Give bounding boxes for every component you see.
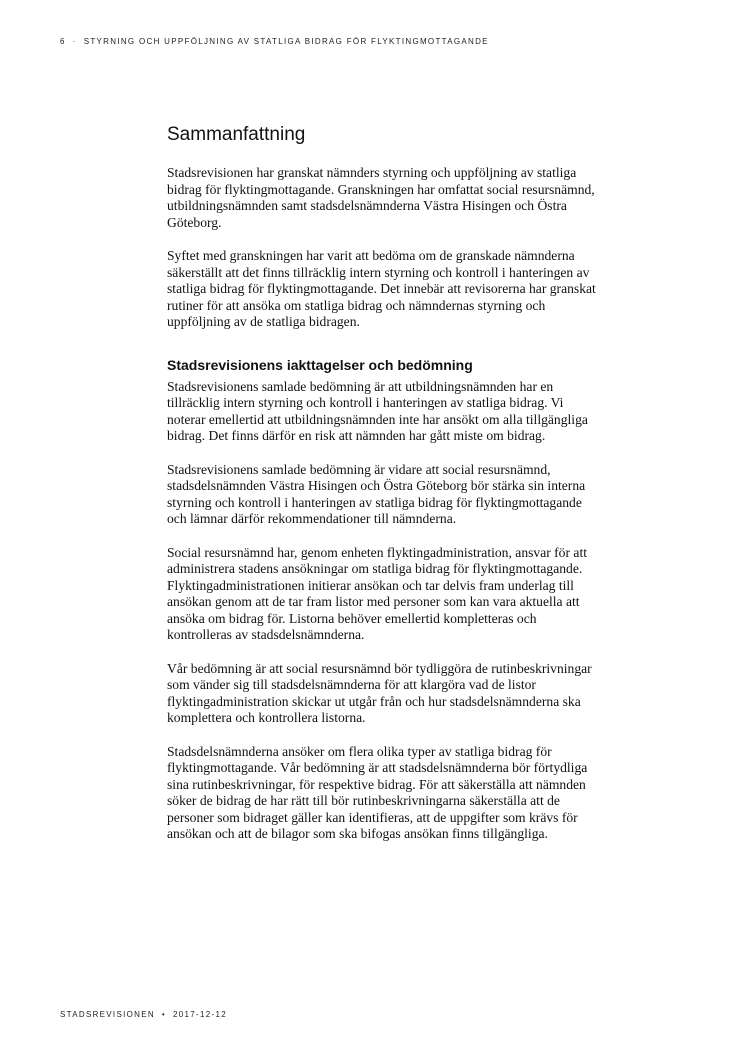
running-header xyxy=(60,37,489,46)
footer-dot: • xyxy=(161,1010,167,1019)
document-title: STYRNING OCH UPPFÖLJNING AV STATLIGA BIDRAG FÖR FLYKTINGMOTTAGANDE xyxy=(83,37,489,46)
intro-paragraph: Stadsrevisionen har granskat nämnders styrning och uppföljning av statliga bidrag för flyktingmottagande. Granskningen har omfattat social resursnämnd, utbildningsnämnden samt stadsdelsnämnderna Västra Hisingen och Östra Göteborg. xyxy=(167,165,595,230)
main-content xyxy=(167,124,597,860)
page-number: 6 xyxy=(60,37,66,46)
section-heading: Sammanfattning xyxy=(167,124,306,145)
body-paragraph: Social resursnämnd har, genom enheten flyktingadministration, ansvar för att administrera stadens ansökningar om statliga bidrag för flyktingmottagande. Flyktingadministrationen initierar ansökan och tar delvis fram underlag till ansökan genom att de tar fram listor med personer som kan vara aktuella att ansöka om bidrag för. Listorna behöver emellertid kompletteras och kontrolleras av stadsdelsnämnderna. xyxy=(167,544,587,642)
body-paragraph: Stadsrevisionens samlade bedömning är att utbildningsnämnden har en tillräcklig intern styrning och kontroll i hanteringen av statliga bidrag. Vi noterar emellertid att utbildningsnämnden inte har ansökt om alla tillgängliga bidrag. Det finns därför en risk att nämnden har gått miste om bidrag. xyxy=(167,378,588,443)
footer-organization: STADSREVISIONEN xyxy=(60,1010,155,1019)
subsection-heading: Stadsrevisionens iakttagelser och bedömning xyxy=(167,356,473,373)
intro-paragraph: Syftet med granskningen har varit att bedöma om de granskade nämnderna säkerställt att det finns tillräcklig intern styrning och kontroll i hanteringen av statliga bidrag för flyktingmottagande. Det innebär att revisorerna har granskat rutiner för att ansöka om statliga bidrag och nämndernas styrning och uppföljning av de statliga bidragen. xyxy=(167,248,596,329)
header-separator: · xyxy=(72,37,77,46)
footer-date: 2017-12-12 xyxy=(173,1010,227,1019)
body-paragraph: Stadsrevisionens samlade bedömning är vidare att social resursnämnd, stadsdelsnämnden Västra Hisingen och Östra Göteborg bör stärka sin interna styrning och kontroll i hanteringen av statliga bidrag för flyktingmottagande och lämnar därför rekommendationer till nämnderna. xyxy=(167,461,586,526)
body-paragraph: Stadsdelsnämnderna ansöker om flera olika typer av statliga bidrag för flyktingmottagande. Vår bedömning är att stadsdelsnämnderna bör förtydliga sina rutinbeskrivningar, för respektive bidrag. För att säkerställa att nämnden söker de bidrag de har rätt till bör rutinbeskrivningarna säkerställa att de personer som bidraget gäller kan identifieras, att de uppgifter som krävs för ansökan och att de bilagor som ska bifogas ansökan finns tillgängliga. xyxy=(167,743,588,841)
body-paragraph: Vår bedömning är att social resursnämnd bör tydliggöra de rutinbeskrivningar som vänder sig till stadsdelsnämnderna för att klargöra vad de listor flyktingadministration skickar ut utgår från och hur stadsdelsnämnderna ska komplettera och kontrollera listorna. xyxy=(167,660,592,725)
page-footer xyxy=(60,1010,227,1019)
